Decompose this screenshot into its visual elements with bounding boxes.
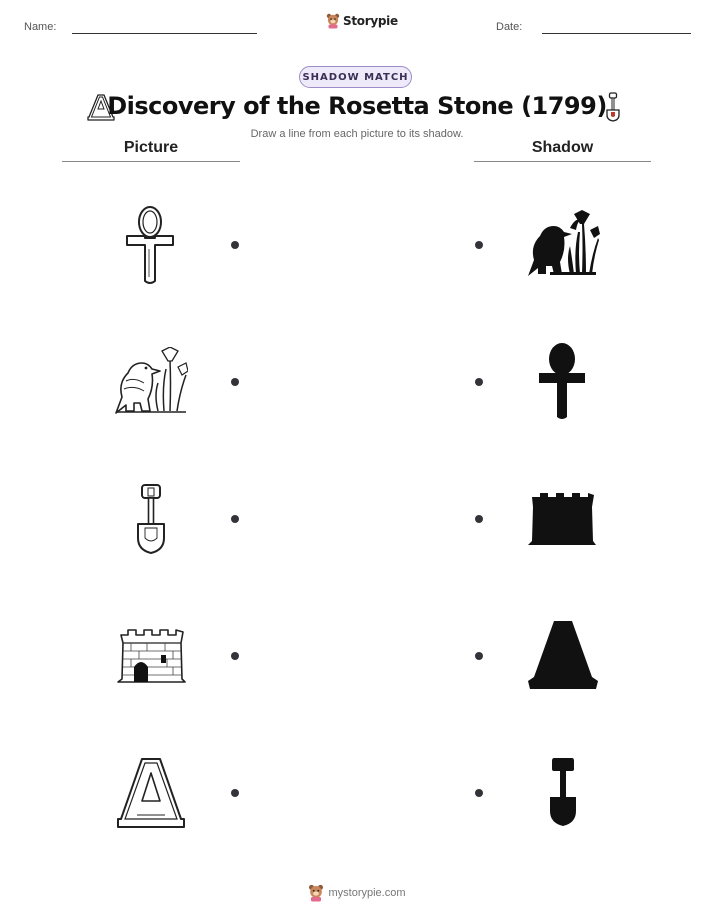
name-field[interactable] (72, 33, 257, 34)
letter-a-icon (115, 757, 187, 829)
name-label: Name: (24, 21, 57, 33)
date-label: Date: (496, 21, 523, 33)
picture-dot-4[interactable] (231, 652, 239, 660)
column-rule-picture (62, 161, 240, 162)
picture-dot-1[interactable] (231, 241, 239, 249)
instructions: Draw a line from each picture to its shadow. (250, 128, 464, 140)
ankh-icon (122, 205, 178, 285)
brand (326, 13, 398, 29)
shadow-dot-2[interactable] (475, 378, 483, 386)
column-heading-shadow: Shadow (531, 139, 594, 156)
shovel-icon (136, 484, 166, 554)
shadow-dot-5[interactable] (475, 789, 483, 797)
shovel-decor-icon (604, 92, 622, 122)
footer (0, 884, 714, 902)
storypie-footer-logo-icon (308, 884, 324, 902)
castle-icon (117, 627, 187, 685)
footer-url[interactable]: mystorypie.com (328, 887, 406, 899)
picture-dot-3[interactable] (231, 515, 239, 523)
shadow-dot-1[interactable] (475, 241, 483, 249)
shovel-shadow (548, 757, 578, 827)
worksheet-type-badge: SHADOW MATCH (299, 66, 412, 88)
ankh-shadow (536, 343, 588, 421)
castle-shadow (528, 491, 596, 547)
shadow-dot-4[interactable] (475, 652, 483, 660)
bird-papyrus-icon (114, 347, 188, 415)
column-rule-shadow (474, 161, 651, 162)
page-title: Discovery of the Rosetta Stone (1799) (107, 92, 607, 120)
cone-shadow (528, 619, 598, 691)
storypie-logo-icon (326, 13, 340, 29)
shadow-dot-3[interactable] (475, 515, 483, 523)
column-heading-picture: Picture (123, 139, 179, 156)
bird-papyrus-shadow (526, 210, 600, 278)
brand-name: Storypie (343, 14, 398, 28)
date-field[interactable] (542, 33, 691, 34)
picture-dot-2[interactable] (231, 378, 239, 386)
picture-dot-5[interactable] (231, 789, 239, 797)
